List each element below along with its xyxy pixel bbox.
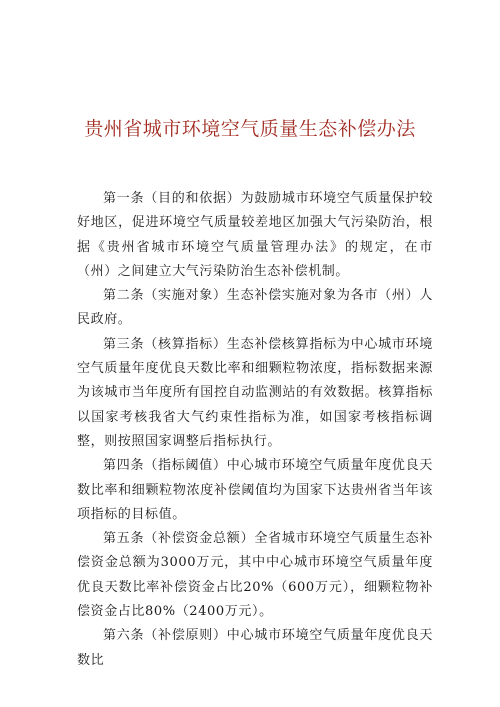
article-5-paragraph: 第五条（补偿资金总额）全省城市环境空气质量生态补偿资金总额为3000万元，其中中心城市环境空气质量年度优良天数比率补偿资金占比20%（600万元），细颗粒物补偿资金占比80%（2400万元）。 xyxy=(77,531,433,620)
article-1-paragraph: 第一条（目的和依据）为鼓励城市环境空气质量保护较好地区，促进环境空气质量较差地区加强大气污染防治，根据《贵州省城市环境空气质量管理办法》的规定，在市（州）之间建立大气污染防治生态补偿机制。 xyxy=(77,191,433,279)
document-title: 贵州省城市环境空气质量生态补偿办法 xyxy=(84,118,416,140)
document-body xyxy=(77,187,433,673)
article-2-paragraph: 第二条（实施对象）生态补偿实施对象为各市（州）人民政府。 xyxy=(77,288,433,328)
article-3-paragraph: 第三条（核算指标）生态补偿核算指标为中心城市环境空气质量年度优良天数比率和细颗粒物浓度，指标数据来源为该城市当年度所有国控自动监测站的有效数据。核算指标以国家考核我省大气约束性指标为准，如国家考核指标调整，则按照国家调整后指标执行。 xyxy=(77,336,433,449)
article-4-paragraph: 第四条（指标阈值）中心城市环境空气质量年度优良天数比率和细颗粒物浓度补偿阈值均为国家下达贵州省当年该项指标的目标值。 xyxy=(77,458,433,522)
article-6-paragraph: 第六条（补偿原则）中心城市环境空气质量年度优良天数比 xyxy=(77,628,433,668)
